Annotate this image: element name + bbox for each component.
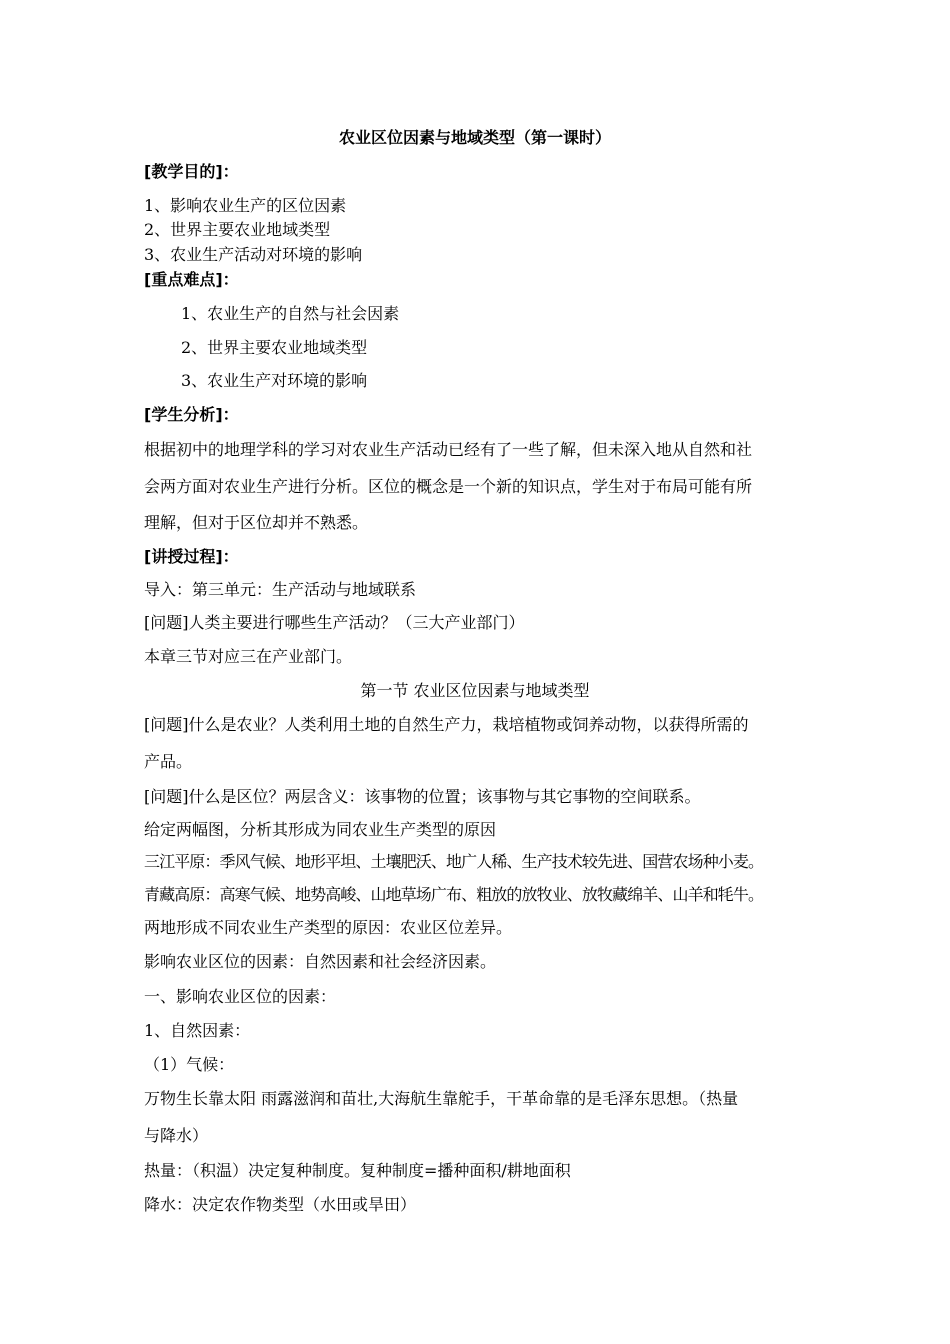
analysis-line: 理解，但对于区位却并不熟悉。 <box>144 513 369 532</box>
process-line: [问题]人类主要进行哪些生产活动？（三大产业部门） <box>144 613 525 632</box>
document-title: 农业区位因素与地域类型（第一课时） <box>338 128 611 147</box>
keypoints-heading: [重点难点]： <box>144 270 239 289</box>
objective-item: 3、农业生产活动对环境的影响 <box>144 245 363 264</box>
analysis-line: 会两方面对农业生产进行分析。区位的概念是一个新的知识点，学生对于布局可能有所 <box>144 477 753 496</box>
analysis-line: 根据初中的地理学科的学习对农业生产活动已经有了一些了解，但未深入地从自然和社 <box>144 440 753 459</box>
process-line: [问题]什么是区位？两层含义：该事物的位置；该事物与其它事物的空间联系。 <box>144 787 701 806</box>
objective-item: 1、影响农业生产的区位因素 <box>144 196 347 215</box>
process-line: 1、自然因素： <box>144 1021 251 1040</box>
process-line: 青藏高原：高寒气候、地势高峻、山地草场广布、粗放的放牧业、放牧藏绵羊、山羊和牦牛。 <box>144 885 764 904</box>
keypoint-item: 1、农业生产的自然与社会因素 <box>181 304 400 323</box>
process-line: [问题]什么是农业？人类利用土地的自然生产力，栽培植物或饲养动物，以获得所需的 <box>144 715 749 734</box>
analysis-heading: [学生分析]： <box>144 405 239 424</box>
objective-item: 2、世界主要农业地域类型 <box>144 220 331 239</box>
keypoint-item: 3、农业生产对环境的影响 <box>181 371 368 390</box>
process-line: 影响农业区位的因素：自然因素和社会经济因素。 <box>144 952 497 971</box>
keypoint-item: 2、世界主要农业地域类型 <box>181 338 368 357</box>
process-line: 导入：第三单元：生产活动与地域联系 <box>144 580 417 599</box>
process-line: 本章三节对应三在产业部门。 <box>144 647 353 666</box>
section-title: 第一节 农业区位因素与地域类型 <box>360 681 590 700</box>
process-line: 万物生长靠太阳 雨露滋润和苗壮,大海航生靠舵手，干革命靠的是毛泽东思想。（热量 <box>144 1089 739 1108</box>
process-line: 热量：（积温）决定复种制度。复种制度=播种面积/耕地面积 <box>144 1161 571 1180</box>
process-line: 一、影响农业区位的因素： <box>144 987 337 1006</box>
process-line: 与降水） <box>144 1126 209 1145</box>
process-line: 三江平原：季风气候、地形平坦、土壤肥沃、地广人稀、生产技术较先进、国营农场种小麦。 <box>144 852 764 871</box>
process-line: 两地形成不同农业生产类型的原因：农业区位差异。 <box>144 918 513 937</box>
process-line: 降水：决定农作物类型（水田或旱田） <box>144 1195 417 1214</box>
objectives-heading: [教学目的]： <box>144 162 239 181</box>
process-line: 产品。 <box>144 752 193 771</box>
process-heading: [讲授过程]： <box>144 547 239 566</box>
process-line: （1）气候： <box>144 1055 235 1074</box>
process-line: 给定两幅图，分析其形成为同农业生产类型的原因 <box>144 820 497 839</box>
